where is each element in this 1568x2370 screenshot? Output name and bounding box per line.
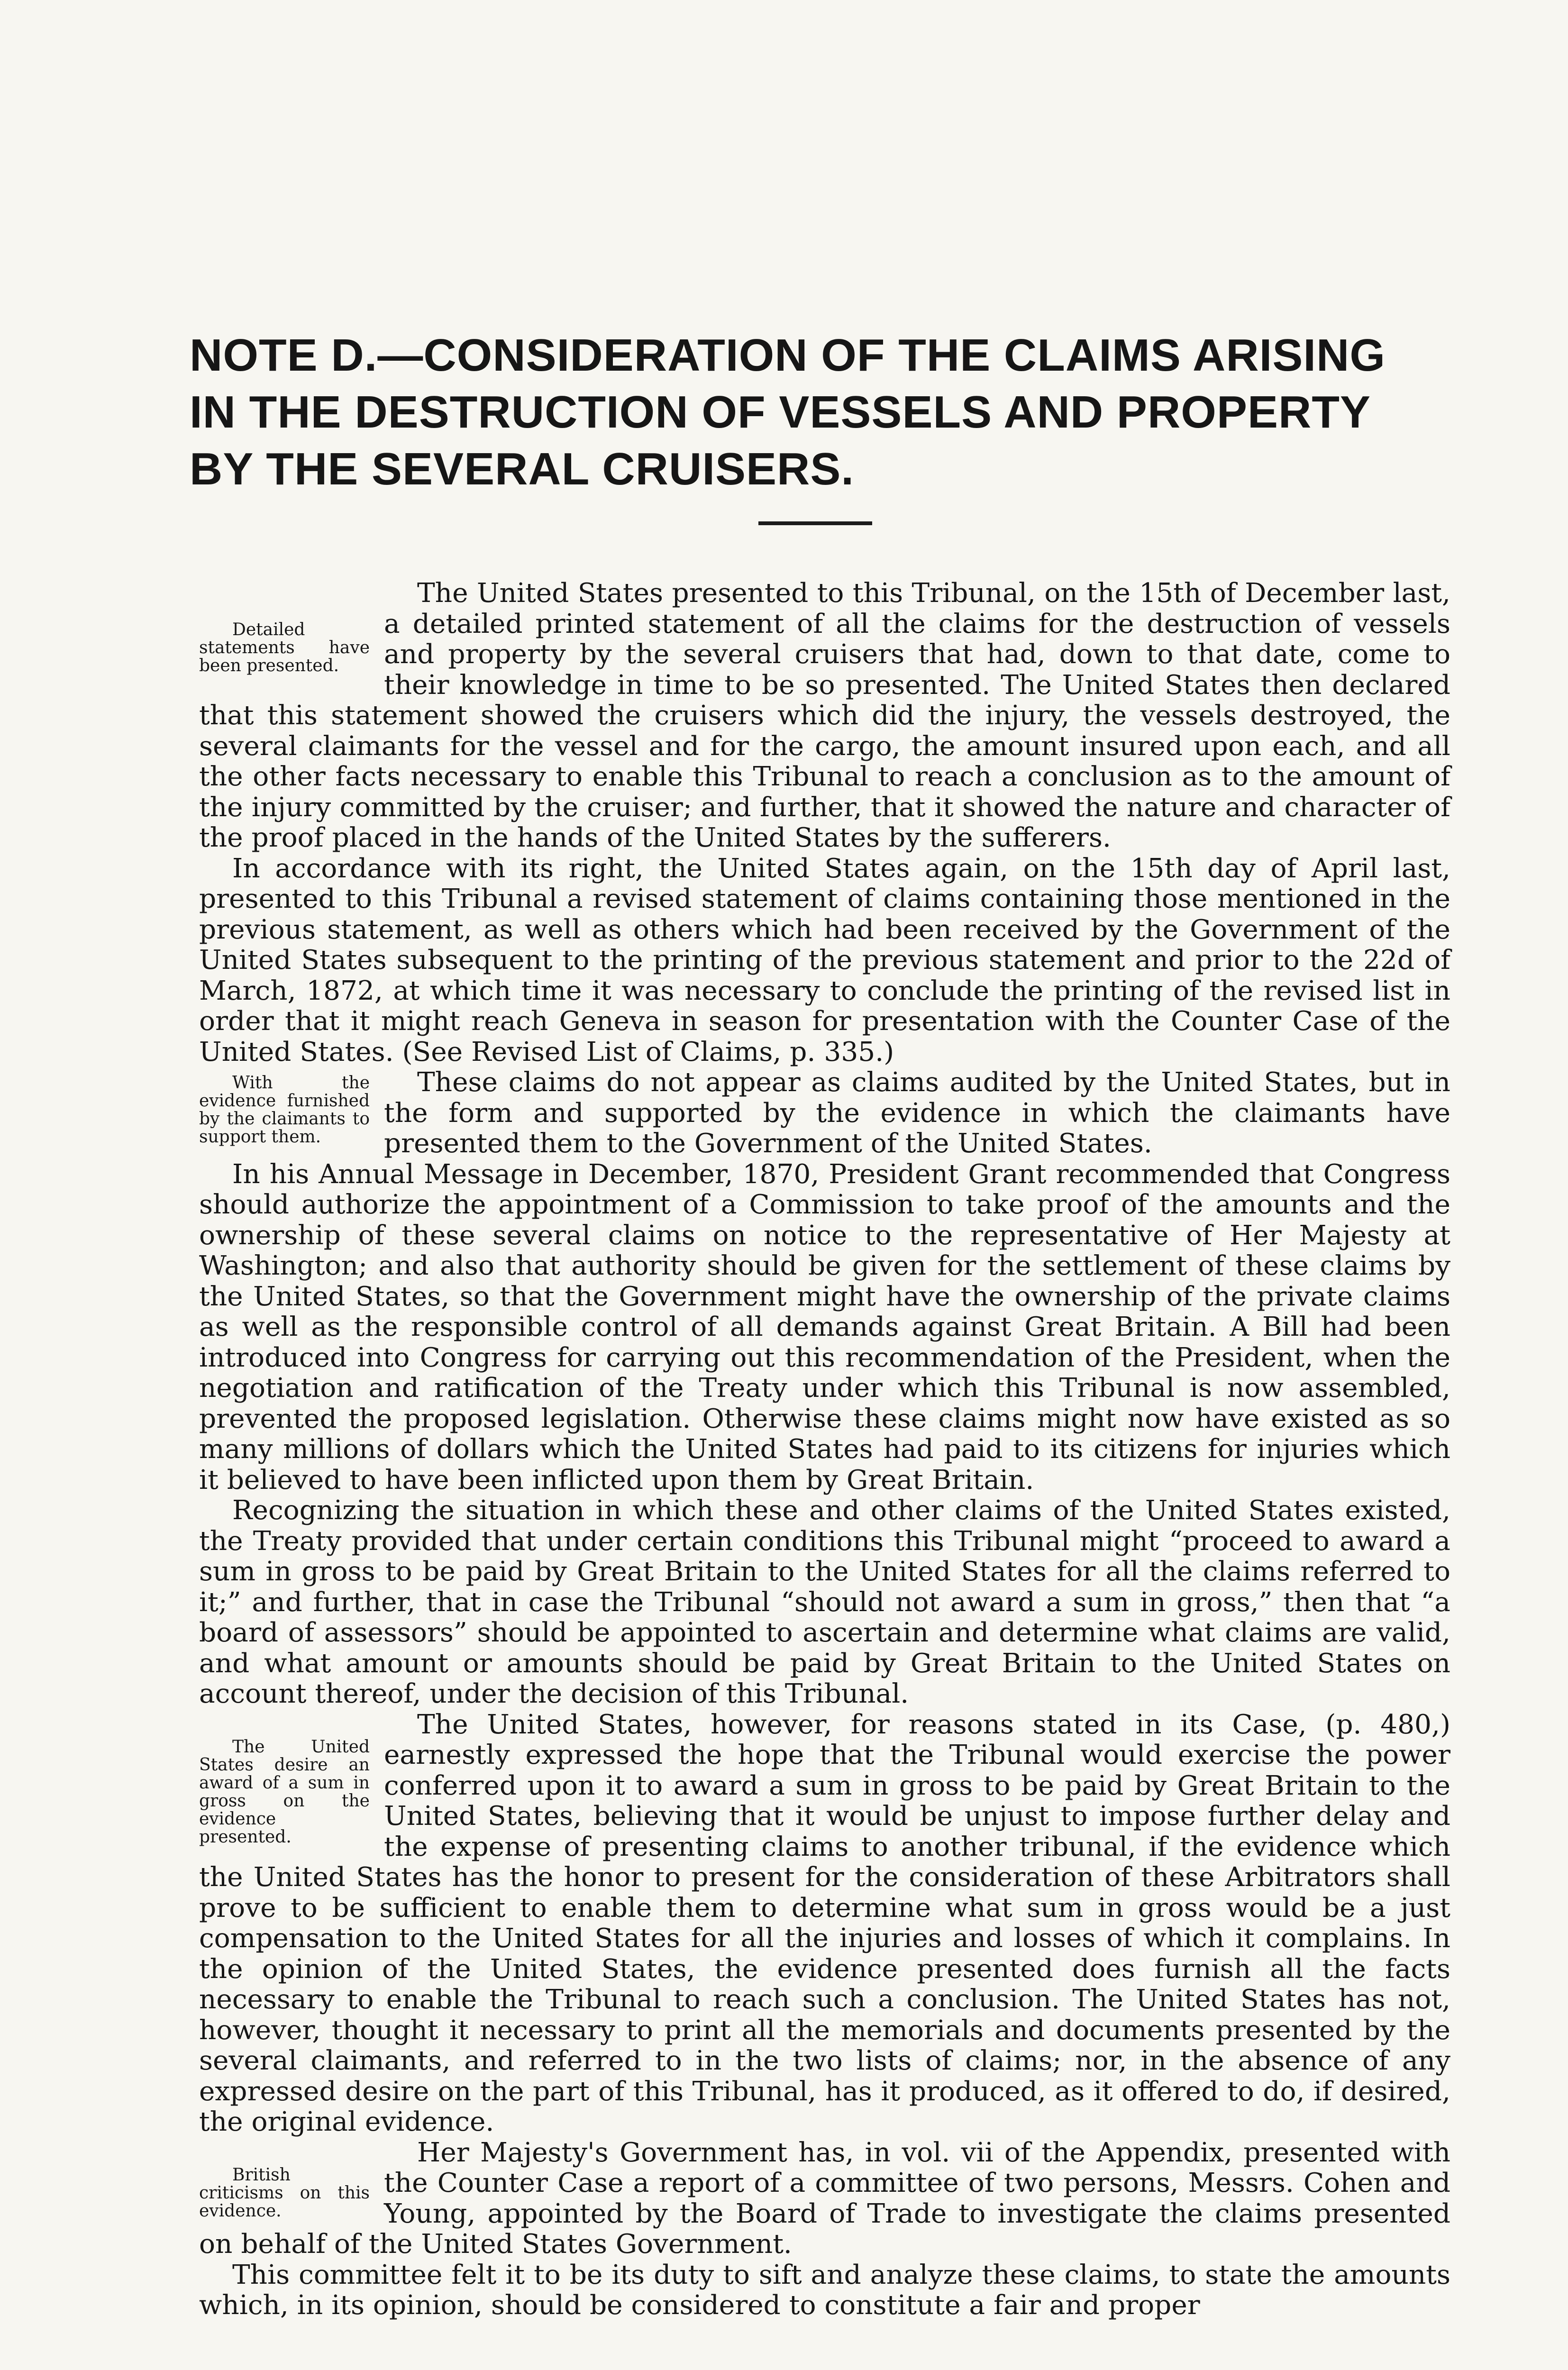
paragraph-8 bbox=[199, 2260, 1450, 2321]
paragraph-6 bbox=[199, 1710, 1450, 2138]
margin-note-british-criticisms: British criticisms on this evidence. bbox=[199, 2165, 370, 2221]
paragraph-5 bbox=[199, 1495, 1450, 1710]
paragraph-3 bbox=[199, 1067, 1450, 1159]
paragraph-4 bbox=[199, 1159, 1450, 1496]
paragraph-text: In accordance with its right, the United States again, on the 15th day of April last, presented to this Tribunal a revised statement of claims containing those mentioned in the previous statement, as well as others which had been received by the Government of the United States subsequent to the printing of the previous statement and prior to the 22d of March, 1872, at which time it was necessary to conclude the printing of the revised list in order that it might reach Geneva in season for presentation with the Counter Case of the United States. (See Revised List of Claims, p. 335.) bbox=[199, 853, 1450, 1067]
paragraph-text: In his Annual Message in December, 1870, President Grant recommended that Congress should authorize the appointment of a Commission to take proof of the amounts and the ownership of these several claims on notice to the representative of Her Majesty at Washington; and also that authority should be given for the settlement of these claims by the United States, so that the Government might have the ownership of the private claims as well as the responsible control of all demands against Great Britain. A Bill had been introduced into Congress for carrying out this recommendation of the President, when the negotiation and ratification of the Treaty under which this Tribunal is now assembled, prevented the proposed legislation. Otherwise these claims might now have existed as so many millions of dollars which the United States had paid to its citizens for injuries which it believed to have been inflicted upon them by Great Britain. bbox=[199, 1158, 1450, 1495]
paragraph-text: The United States presented to this Tribunal, on the 15th of December last, a detailed printed statement of all the claims for the destruction of vessels and property by the several cruisers that had, down to that date, come to their knowledge in time to be so presented. The United States then declared that this statement showed the cruisers which did the injury, the vessels destroyed, the several claimants for the vessel and for the cargo, the amount insured upon each, and all the other facts necessary to enable this Tribunal to reach a conclusion as to the amount of the injury committed by the cruiser; and further, that it showed the nature and character of the proof placed in the hands of the United States by the sufferers. bbox=[199, 578, 1450, 853]
paragraph-1 bbox=[199, 578, 1450, 854]
note-heading: NOTE D.—CONSIDERATION OF THE CLAIMS ARISING IN THE DESTRUCTION OF VESSELS AND PROPERTY BY THE SEVERAL CRUISERS. bbox=[190, 330, 1386, 494]
paragraph-text: These claims do not appear as claims audited by the United States, but in the form and supported by the evidence in which the claimants have presented them to the Government of the United States. bbox=[384, 1067, 1450, 1159]
title-divider bbox=[758, 521, 872, 525]
paragraph-text: The United States, however, for reasons stated in its Case, (p. 480,) earnestly expressed the hope that the Tribunal would exercise the power conferred upon it to award a sum in gross to be paid by Great Britain to the United States, believing that it would be unjust to impose further delay and the expense of presenting claims to another tribunal, if the evidence which the United States has the honor to present for the consideration of these Arbitrators shall prove to be sufficient to enable them to determine what sum in gross would be a just compensation to the United States for all the injuries and losses of which it complains. In the opinion of the United States, the evidence presented does furnish all the facts necessary to enable the Tribunal to reach such a conclusion. The United States has not, however, thought it necessary to print all the memorials and documents presented by the several claimants, and referred to in the two lists of claims; nor, in the absence of any expressed desire on the part of this Tribunal, has it produced, as it offered to do, if desired, the original evidence. bbox=[199, 1709, 1450, 2137]
margin-note-award-in-gross: The United States desire an award of a sum in gross on the evidence presented. bbox=[199, 1737, 370, 1847]
body-text bbox=[199, 578, 1450, 2321]
paragraph-text: Her Majesty's Government has, in vol. vii of the Appendix, presented with the Counter Case a report of a committee of two persons, Messrs. Cohen and Young, appointed by the Board of Trade to investigate the claims presented on behalf of the United States Government. bbox=[199, 2137, 1450, 2260]
margin-note-evidence: With the evidence furnished by the claimants to support them. bbox=[199, 1073, 370, 1147]
paragraph-text: Recognizing the situation in which these and other claims of the United States existed, the Treaty provided that under certain conditions this Tribunal might “proceed to award a sum in gross to be paid by Great Britain to the United States for all the claims referred to it;” and further, that in case the Tribunal “should not award a sum in gross,” then that “a board of assessors” should be appointed to ascertain and determine what claims are valid, and what amount or amounts should be paid by Great Britain to the United States on account thereof, under the decision of this Tribunal. bbox=[199, 1495, 1450, 1709]
paragraph-2 bbox=[199, 854, 1450, 1068]
margin-note-detailed-statements: Detailed statements have been presented. bbox=[199, 620, 370, 675]
paragraph-text: This committee felt it to be its duty to sift and analyze these claims, to state the amounts which, in its opinion, should be considered to constitute a fair and proper bbox=[199, 2259, 1450, 2321]
paragraph-7 bbox=[199, 2138, 1450, 2260]
